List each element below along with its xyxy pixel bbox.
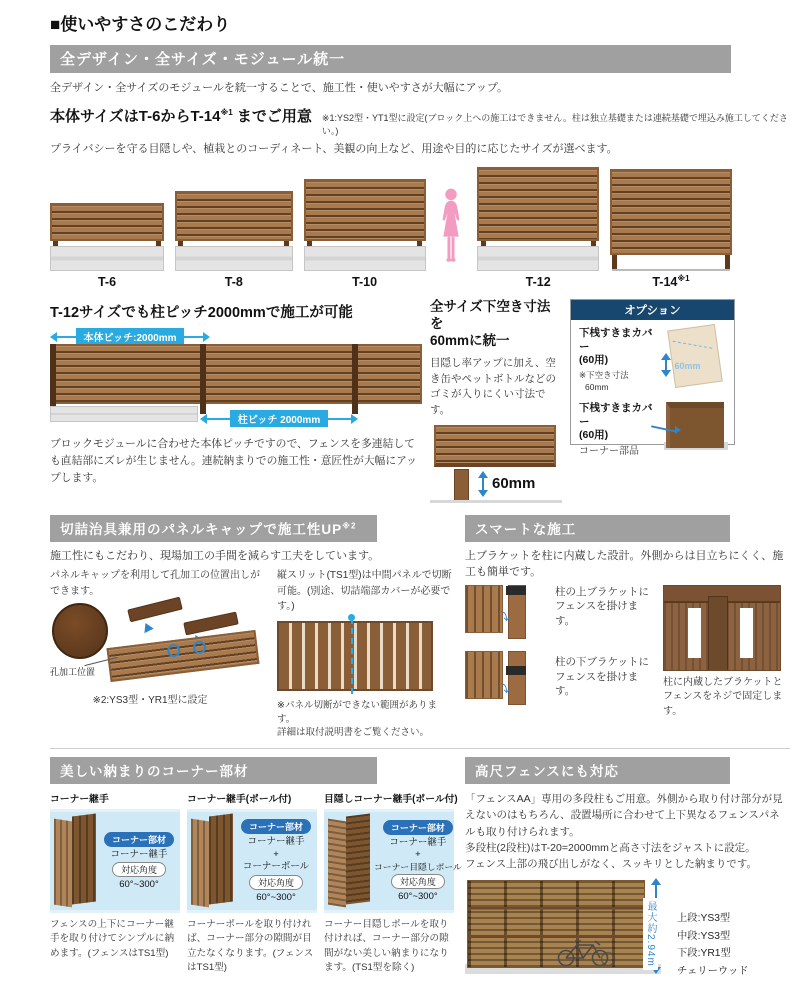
- option-item-corner: [571, 396, 734, 461]
- post-section: [499, 585, 526, 639]
- post-section: [499, 651, 526, 705]
- banner-smart: スマートな施工: [465, 515, 730, 542]
- fence-size-t12: [477, 167, 599, 289]
- dashed-line: [672, 341, 712, 349]
- block-base: [175, 246, 293, 271]
- fence-size-t10: [304, 179, 426, 289]
- fence-illustration-t12: [477, 167, 599, 241]
- note-line2: 詳細は取付説明書をご覧ください。: [277, 727, 430, 739]
- gap-illustration: [430, 425, 562, 503]
- label-text: T-14: [652, 275, 678, 290]
- banner-tall: 高尺フェンスにも対応: [465, 757, 730, 784]
- fence-size-t6: [50, 203, 164, 289]
- fence-post: [200, 344, 206, 414]
- hole-position-label: 孔加工位置: [50, 667, 96, 678]
- name-line1: 下桟すきまカバー: [579, 327, 653, 353]
- hook-arrow-icon: ⤵: [499, 683, 509, 695]
- label-sup: ※1: [677, 274, 690, 283]
- corner-columns: [50, 791, 462, 976]
- banner-corner: 美しい納まりのコーナー部材: [50, 757, 377, 784]
- panelcap-right: [277, 568, 455, 740]
- part-name: コーナーポール: [242, 861, 310, 873]
- fence-bottom-rail: [434, 425, 556, 467]
- option-box-header: オプション: [571, 300, 734, 320]
- gap-arrow-icon: [661, 353, 671, 377]
- corner-caption: コーナーポールを取り付ければ、コーナー部分の隙間が目立たなくなります。(フェンスはTS1型): [187, 919, 314, 974]
- tier-spec-list: [677, 910, 749, 980]
- woman-silhouette-icon: [438, 188, 464, 284]
- corner-col-screen-pole: [324, 791, 462, 976]
- hole-marker: [167, 644, 181, 658]
- gap-dimension-value: 60mm: [492, 474, 536, 492]
- wood-face-right: [72, 814, 96, 905]
- corner-col-joint: [50, 791, 180, 976]
- tall-paragraphs: [465, 791, 790, 872]
- smart-diagrams: [465, 585, 547, 720]
- gap-title-line1: 全サイズ下空き寸法を: [430, 299, 551, 332]
- arrow-left-icon: [200, 414, 207, 424]
- unify-lead: 全デザイン・全サイズのモジュールを統一することで、施工性・使いやすさが大幅にアップ。: [50, 82, 509, 94]
- angle-label-pill: 対応角度: [249, 875, 303, 890]
- part-name: コーナー継手: [110, 848, 168, 860]
- fence-panel: [465, 585, 503, 633]
- panelcap-left: [50, 568, 265, 740]
- part-name: コーナー目隠しポール: [374, 861, 462, 872]
- sizes-heading-sup: ※1: [220, 107, 233, 117]
- middle-row: [50, 299, 790, 503]
- spec-bottom: 下段:YR1型: [677, 948, 731, 960]
- wood-face-left: [54, 819, 72, 908]
- option-item-cover: [571, 320, 734, 396]
- fence-size-t8: [175, 191, 293, 289]
- row-corner-tall: [50, 757, 790, 986]
- wood-face-right: [346, 814, 370, 905]
- upper-bracket-diagram: [465, 585, 547, 639]
- hole-marker: [192, 640, 206, 654]
- arrow-up-icon: [478, 471, 488, 478]
- fence-size-t14: [610, 169, 732, 289]
- panel-cap-closeup: [52, 603, 108, 659]
- panel-gap: [688, 608, 701, 658]
- panelcap-note: ※2:YS3型・YR1型に設定: [92, 695, 208, 707]
- name-line2: (60用): [579, 354, 609, 367]
- corner-info: [239, 819, 313, 902]
- cover-dimension: 60mm: [674, 361, 701, 372]
- tall-para3: フェンス上部の飛び出しがなく、スッキリとした納まりです。: [465, 858, 758, 871]
- note-line1: ※下空き寸法: [579, 370, 629, 381]
- corner-wood-image: [328, 815, 370, 907]
- hook-arrow-icon: ⤵: [499, 611, 509, 623]
- fence-panel: [465, 651, 503, 699]
- size-label-t6: [98, 274, 116, 289]
- sizes-heading-text: [50, 105, 312, 126]
- sizes-heading-main: 本体サイズはT-6からT-14: [50, 107, 221, 125]
- part-name: コーナー継手: [389, 836, 447, 848]
- option-item-name: [579, 402, 653, 443]
- gap-title: [430, 299, 562, 350]
- panelcap-caption: パネルキャップを利用して孔加工の位置出しができます。: [50, 570, 260, 597]
- panel-gap: [740, 608, 753, 658]
- option-item-text: [579, 402, 653, 459]
- label-text: T-12: [525, 275, 551, 290]
- tall-para2: 多段柱(2段柱)はT-20=2000mmと高さ寸法をジャストに設定。: [465, 841, 756, 854]
- smart-step-bottom: 柱の下ブラケットにフェンスを掛けます。: [555, 655, 649, 698]
- pitch-illustration: [50, 328, 422, 428]
- cut-dashed-line: [351, 618, 353, 694]
- dimension-line: [665, 360, 667, 370]
- option-item-text: [579, 327, 653, 394]
- corner-caption: フェンスの上下にコーナー継手を取り付けてシンプルに納めます。(フェンスはTS1型): [50, 919, 175, 959]
- cover-panel: [667, 324, 723, 388]
- corner-section: [50, 757, 462, 986]
- dimension-line: [207, 418, 230, 420]
- name-line1: 下桟すきまカバー: [579, 401, 653, 428]
- corner-caption: コーナー目隠しポールを取り付ければ、コーナー部分の隙間がない美しい納まりになります。(TS1型を除く): [324, 919, 449, 974]
- option-box: [570, 299, 735, 457]
- size-label-t8: [225, 274, 243, 289]
- corner-wood-image: [191, 815, 235, 907]
- wood-face-left: [191, 819, 209, 908]
- part-name: コーナー継手: [247, 836, 305, 848]
- dimension-line: [57, 336, 76, 338]
- angle-range: 60°~300°: [256, 891, 296, 903]
- woman-silhouette: [438, 188, 464, 289]
- fence-post: [50, 344, 56, 414]
- arrow-down-icon: [661, 370, 671, 377]
- section-divider: [50, 748, 790, 749]
- corner-info: [102, 832, 176, 890]
- gap-arrow-icon: [478, 471, 488, 497]
- banner-sup: ※2: [342, 521, 357, 531]
- arrow-up-icon: [651, 878, 661, 885]
- block-base: [477, 246, 599, 271]
- bracket-photo: [663, 585, 781, 671]
- fence-illustration-t14: [610, 169, 732, 255]
- smart-steps: [555, 585, 655, 720]
- corner-col-title: 目隠しコーナー継手(ポール付): [324, 794, 458, 806]
- tall-fence-photo: [465, 878, 790, 986]
- panelcap-illustration: [50, 603, 265, 687]
- body-pitch-label: 本体ピッチ:2000mm: [76, 328, 185, 345]
- fence-illustration-t6: [50, 203, 164, 241]
- cover-illustration: [657, 327, 729, 385]
- block-base: [50, 406, 198, 422]
- corner-col-title: コーナー継手(ポール付): [187, 794, 292, 806]
- spec-wood-color: チェリーウッド: [677, 965, 749, 977]
- label-text: T-6: [97, 275, 117, 290]
- smart-lead: 上ブラケットを柱に内蔵した設計。外側からは目立ちにくく、施工も簡単です。: [465, 549, 784, 579]
- max-height-label: 最大約2.94m: [643, 898, 658, 970]
- gap-section: [430, 299, 562, 503]
- panelcap-section: [50, 515, 455, 740]
- smart-photo-caption: 柱に内蔵したブラケットとフェンスをネジで固定します。: [663, 676, 783, 717]
- dimension-line: [184, 336, 203, 338]
- tall-para1: 「フェンスAA」専用の多段柱もご用意。外側から取り付け部分が見えないのはもちろん、設置場所に合わせて上下異なるフェンスパネルも取り付けられます。: [465, 793, 783, 838]
- note-line1: ※パネル切断ができない範囲があります。: [277, 699, 437, 725]
- gap-title-line2: 60mmに統一: [430, 332, 510, 348]
- fence-size-lineup: [50, 167, 732, 289]
- post-pitch-dimension: [200, 410, 358, 427]
- slit-caption: 縦スリット(TS1型)は中間パネルで切断可能。(別途、切詰端部カバーが必要です。): [277, 570, 452, 613]
- block-base: [50, 246, 164, 271]
- bracket: [506, 586, 526, 595]
- corner-wood-image: [54, 815, 98, 907]
- option-item-note: コーナー部品: [579, 445, 639, 457]
- size-label-t14: [652, 274, 689, 289]
- banner-panelcap: [50, 515, 377, 542]
- sizes-lead: プライバシーを守る目隠しや、植栽とのコーディネート、美観の向上など、用途や目的に応じたサイズが選べます。: [50, 142, 618, 155]
- angle-label-pill: 対応角度: [391, 874, 445, 889]
- size-label-t12: [526, 274, 551, 289]
- page-title: ■使いやすさのこだわり: [50, 15, 231, 34]
- panel-cap: [127, 597, 183, 623]
- angle-range: 60°~300°: [119, 879, 159, 891]
- smart-photo-block: [663, 585, 785, 720]
- corner-part-illustration: [657, 402, 729, 454]
- vertical-slit-panel: [277, 621, 433, 691]
- post-pitch-label: 柱ピッチ 2000mm: [230, 410, 328, 427]
- pitch-title: T-12サイズでも柱ピッチ2000mmで施工が可能: [50, 305, 353, 322]
- smart-section: [465, 515, 790, 740]
- panelcap-lead: 施工性にもこだわり、現場加工の手間を減らす工夫をしています。: [50, 549, 380, 562]
- pitch-section: [50, 299, 422, 503]
- corner-cover: [666, 402, 724, 448]
- sizes-heading-tail: までご用意: [232, 107, 312, 125]
- angle-label-pill: 対応角度: [112, 862, 166, 877]
- banner-text: 切詰治具兼用のパネルキャップで施工性UP: [60, 521, 343, 537]
- corner-badge: コーナー部材: [104, 832, 174, 847]
- dimension-line: [328, 418, 351, 420]
- arrow-left-icon: [50, 332, 57, 342]
- arrow-down-icon: [140, 623, 153, 636]
- wood-face-left: [328, 819, 346, 908]
- bicycle-icon: [553, 933, 617, 967]
- option-item-note: [579, 370, 653, 394]
- fence-post: [454, 469, 469, 501]
- sizes-footnote: ※1:YS2型・YT1型に設定(ブロック上への施工はできません。柱は独立基礎または連続基礎で埋込み施工してください。): [321, 112, 788, 136]
- slit-note: [277, 699, 455, 740]
- size-label-t10: [352, 274, 377, 289]
- note-line2: 60mm: [585, 381, 609, 392]
- panelcap-columns: [50, 568, 455, 740]
- corner-col-title: コーナー継手: [50, 794, 109, 806]
- name-line2: (60用): [579, 429, 609, 442]
- corner-panel: [50, 809, 180, 913]
- fence-posts: [612, 255, 729, 271]
- fence-illustration-t8: [175, 191, 293, 241]
- option-item-name: [579, 327, 653, 368]
- tall-fence-section: [465, 757, 790, 986]
- bicycle-illustration: [553, 933, 617, 972]
- fence-post: [708, 596, 728, 671]
- dimension-line: [482, 478, 484, 490]
- pointer-arrow-icon: [675, 426, 681, 434]
- body-pitch-dimension: [50, 328, 210, 345]
- plus-sign: +: [415, 849, 421, 861]
- sizes-heading: [50, 105, 790, 137]
- label-text: T-10: [352, 275, 378, 290]
- banner-unify: 全デザイン・全サイズ・モジュール統一: [50, 45, 731, 73]
- corner-info: [374, 820, 462, 902]
- panel-illustration: [106, 630, 259, 682]
- corner-panel: [324, 809, 462, 913]
- block-base: [304, 246, 426, 271]
- corner-badge: コーナー部材: [241, 819, 311, 834]
- spec-top: 上段:YS3型: [677, 913, 731, 925]
- bracket: [506, 666, 526, 675]
- pitch-caption: ブロックモジュールに合わせた本体ピッチですので、フェンスを多連結しても直結部にズレが生じません。連続納まりでの施工性・意匠性が大幅にアップします。: [50, 438, 417, 484]
- arrow-right-icon: [203, 332, 210, 342]
- pitch-fence-illustration: [50, 344, 422, 404]
- wood-face-right: [209, 814, 233, 905]
- fence-illustration-t10: [304, 179, 426, 241]
- smart-step-top: 柱の上ブラケットにフェンスを掛けます。: [555, 585, 649, 628]
- spec-middle: 中段:YS3型: [677, 930, 731, 942]
- corner-panel: [187, 809, 317, 913]
- plus-sign: +: [273, 848, 279, 860]
- ground-line: [430, 500, 562, 503]
- lower-bracket-diagram: [465, 651, 547, 705]
- fence-post: [352, 344, 358, 414]
- corner-col-joint-pole: [187, 791, 317, 976]
- gap-lead: 目隠し率アップに加え、空き缶やペットボトルなどのゴミが入りにくい寸法です。: [430, 356, 556, 417]
- angle-range: 60°~300°: [398, 891, 438, 903]
- arrow-up-icon: [661, 353, 671, 360]
- corner-badge: コーナー部材: [383, 820, 453, 835]
- smart-content: [465, 585, 790, 720]
- label-text: T-8: [224, 275, 243, 290]
- arrow-down-icon: [478, 490, 488, 497]
- row-panelcap-smart: [50, 515, 790, 740]
- arrow-right-icon: [351, 414, 358, 424]
